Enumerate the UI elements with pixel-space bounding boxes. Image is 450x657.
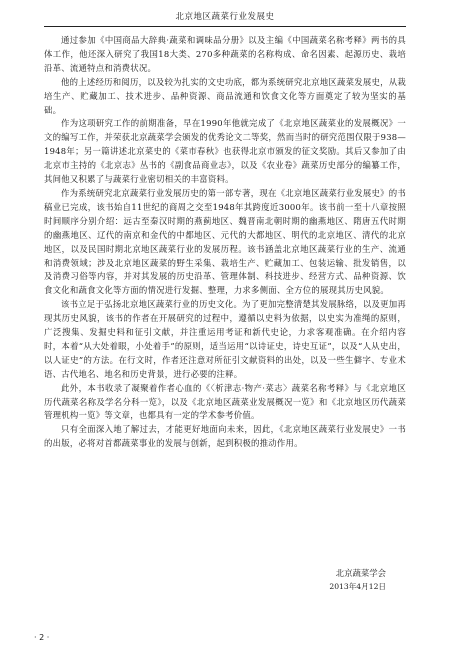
body-text [44,34,406,451]
paragraph-3: 作为这项研究工作的前期准备，早在1990年他就完成了《北京地区蔬菜业的发展概况》一文的编写工作，并荣获北京蔬菜学会颁发的优秀论文二等奖，然而当时的研究范围仅限于938—1948年；另一篇讲述北京菜史的《菜市春秋》也获得北京市颁发的征文奖励。其后又参加了由北京市主持的《北京志》丛书的《副食品商业志》，以及《农业卷》蔬菜历史部分的编纂工作，其间他又积累了与蔬菜行业密切相关的丰富资料。 [44,118,406,185]
paragraph-6: 此外，本书收录了凝聚着作者心血的《〈析津志·物产·菜志〉蔬菜名称考释》与《北京地区历代蔬菜名称及学名分科一览》，以及《北京地区蔬菜业发展概况一览》和《北京地区历代蔬菜管理机构一览》等文章，也都具有一定的学术参考价值。 [44,382,406,421]
paragraph-7: 只有全面深入地了解过去，才能更好地面向未来，因此，《北京地区蔬菜行业发展史》一书的出版，必将对首都蔬菜事业的发展与创新，起到积极的推动作用。 [44,424,406,449]
paragraph-5: 该书立足于弘扬北京地区蔬菜行业的历史文化。为了更加完整清楚其发展脉络，以及更加再现其历史风貌，该书的作者在开展研究的过程中，遵循以史料为依据，以史实为准绳的原则，广泛搜集、发掘史料和征引文献，并注重运用考证和新代史论，力求客观准确。在介绍内容时，本着“从大处着眼，小处着手”的原则，适当运用“以诗证史，诗史互证”，以及“人从史出，以人证史”的方法。在行文时，作者还注意对所征引文献资料的出处，以及一些生僻字、专业术语、古代地名、地名和历史背景，进行必要的注释。 [44,299,406,379]
header-rule [44,26,406,27]
paragraph-1: 通过参加《中国商品大辞典·蔬菜和调味品分册》以及主编《中国蔬菜名称考释》两书的具体工作，他还深入研究了我国18大类、270多种蔬菜的名称构成、命名因素、起源历史、栽培沿革、流通特点和消费状况。 [44,35,406,73]
signature-date: 2013年4月12日 [329,582,386,591]
page-number: · 2 · [34,633,50,642]
signature-org: 北京蔬菜学会 [335,568,386,578]
running-header: 北京地区蔬菜行业发展史 [175,12,275,22]
paragraph-2: 他的上述经历和阅历，以及较为扎实的文史功底，都为系统研究北京地区蔬菜发展史，从栽培生产、贮藏加工、技术进步、品种资源、商品流通和饮食文化等方面奠定了较为坚实的基础。 [44,76,406,115]
signature-block [329,567,386,593]
paragraph-4: 作为系统研究北京蔬菜行业发展历史的第一部专著，现在《北京地区蔬菜行业发展史》的书稿业已完成，该书始自11世纪的商周之交至1948年其跨度近3000年。该书前一至十八章按照时间顺序分别介绍：远古至秦汉时期的燕蓟地区、魏晋南北朝时期的幽燕地区、隋唐五代时期的幽燕地区、辽代的南京和金代的中都地区、元代的大都地区、明代的北京地区、清代的北京地区，以及民国时期北京地区蔬菜行业的发展历程。该书涵盖北京地区蔬菜行业的生产、流通和消费领域；涉及北京地区蔬菜的野生采集、栽培生产、贮藏加工、包装运输、批发销售，以及消费习俗等内容，并对其发展的历史沿革、管理体制、科技进步、经营方式、品种资源、饮食文化和蔬食文化等方面的情况进行发掘、整理，力求多侧面、全方位的展现其历史风貌。 [44,187,406,296]
